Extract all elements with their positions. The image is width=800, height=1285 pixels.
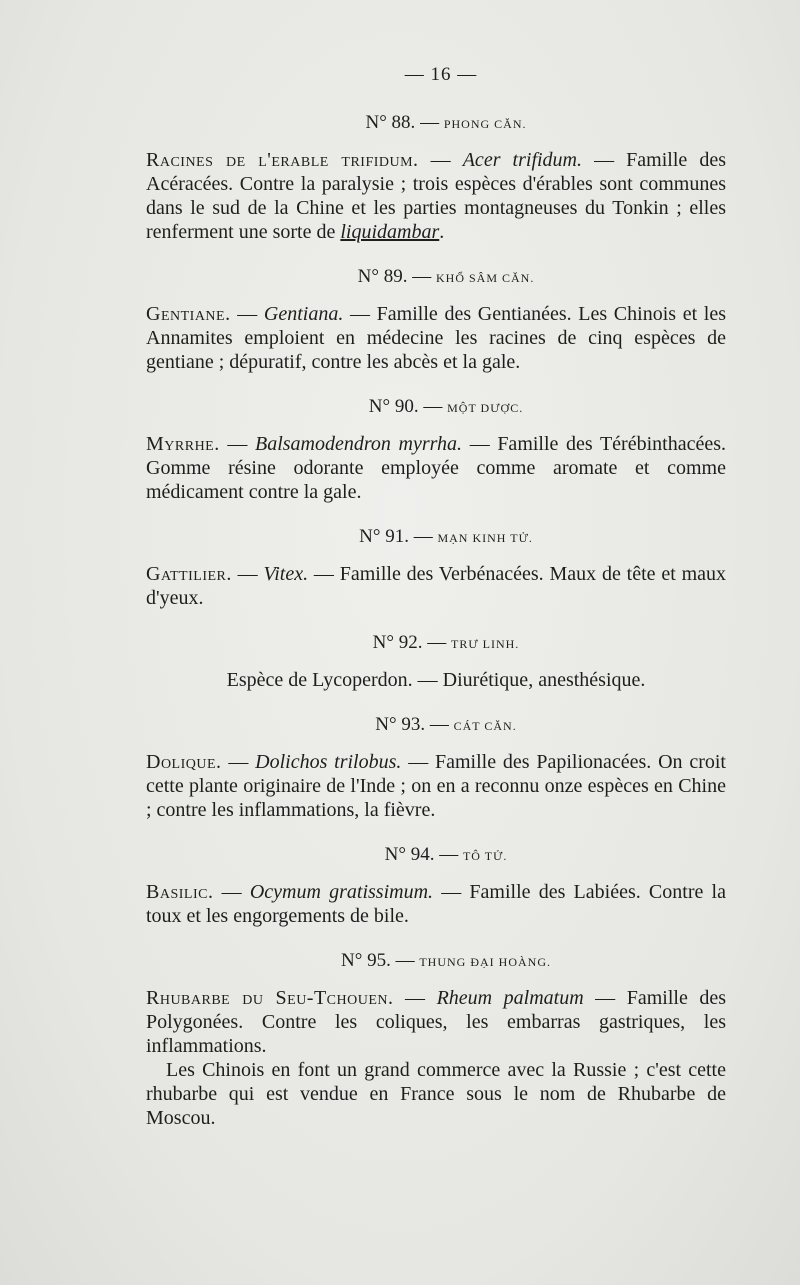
separator: —	[393, 987, 437, 1009]
separator: —	[219, 433, 255, 455]
latin-name: Dolichos trilobus.	[255, 751, 402, 773]
latin-name: Rheum palmatum	[436, 987, 584, 1009]
entry-number: N° 93.	[375, 714, 426, 735]
entry-body-89	[146, 302, 726, 374]
entry-body-95	[146, 986, 726, 1130]
entry-term: Myrrhe.	[146, 433, 220, 455]
entry-body-92	[146, 668, 726, 692]
latin-name: Vitex.	[263, 563, 309, 585]
page-number: — 16 —	[404, 64, 478, 85]
entry-vietnamese-name: TRƯ LINH.	[451, 637, 520, 651]
entry-term: Racines de l'erable trifidum.	[146, 149, 419, 171]
entry-heading-95	[146, 950, 726, 972]
heading-dash: —	[412, 266, 432, 287]
entry-vietnamese-name: TÔ TỬ.	[462, 849, 508, 863]
entry-vietnamese-name: MẠN KINH TỬ.	[437, 531, 533, 545]
entry-number: N° 95.	[341, 950, 391, 971]
entry-text: — Famille des Verbénacées. Maux de tête et maux d'yeux.	[146, 563, 727, 609]
entry-term: Rhubarbe du Seu-Tchouen.	[146, 987, 394, 1009]
entry-heading-91	[146, 526, 726, 548]
entry-number: N° 88.	[365, 112, 416, 133]
entry-body-88	[146, 148, 726, 244]
entry-heading-93	[146, 714, 726, 736]
latin-name: Gentiana.	[263, 303, 344, 325]
entry-text: Espèce de Lycoperdon. — Diurétique, anesthésique.	[226, 669, 646, 691]
entry-text: — Famille des Polygonées. Contre les coliques, les embarras gastriques, les inflammations.	[146, 987, 727, 1057]
heading-dash: —	[439, 844, 459, 865]
latin-name: Acer trifidum.	[462, 149, 583, 171]
separator: —	[221, 751, 256, 773]
entry-vietnamese-name: MỘT DƯỢC.	[447, 401, 524, 415]
heading-dash: —	[413, 526, 433, 547]
heading-dash: —	[395, 950, 415, 971]
heading-dash: —	[423, 396, 443, 417]
heading-dash: —	[420, 112, 440, 133]
latin-name: liquidambar	[340, 221, 440, 243]
entry-term: Gattilier.	[146, 563, 232, 585]
entry-heading-90	[146, 396, 726, 418]
entry-text: .	[439, 221, 445, 243]
entry-number: N° 92.	[372, 632, 423, 653]
entry-heading-88	[146, 112, 726, 134]
entry-body-94	[146, 880, 726, 928]
separator: —	[230, 303, 264, 325]
entry-term: Basilic.	[146, 881, 214, 903]
entry-body-90	[146, 432, 726, 504]
entry-number: N° 94.	[384, 844, 435, 865]
latin-name: Ocymum gratissimum.	[249, 881, 434, 903]
entry-heading-89	[146, 266, 726, 288]
separator: —	[418, 149, 463, 171]
entry-vietnamese-name: PHONG CĂN.	[443, 117, 527, 131]
entry-heading-94	[146, 844, 726, 866]
page-content	[146, 64, 726, 1152]
entry-number: N° 89.	[357, 266, 408, 287]
separator: —	[213, 881, 250, 903]
entry-text: — Famille des Gentianées. Les Chinois et les Annamites emploient en médecine les racines de cinq espèces de gentiane ; dépuratif, contre les abcès et la gale.	[146, 303, 727, 373]
entry-text: — Famille des Acéracées. Contre la paralysie ; trois espèces d'érables sont communes dans le sud de la Chine et les parties montagneuses du Tonkin ; elles renferment une sorte de	[146, 149, 727, 243]
entry-vietnamese-name: CÁT CĂN.	[453, 719, 517, 733]
entry-term: Dolique.	[146, 751, 222, 773]
entry-body-91	[146, 562, 726, 610]
entry-number: N° 91.	[359, 526, 409, 547]
entry-paragraph: Les Chinois en font un grand commerce avec la Russie ; c'est cette rhubarbe qui est vendue en France sous le nom de Rhubarbe de Moscou.	[146, 1059, 726, 1129]
entry-text: — Famille des Térébinthacées. Gomme résine odorante employée comme aromate et comme médicament contre la gale.	[146, 433, 726, 503]
entry-text: — Famille des Papilionacées. On croit cette plante originaire de l'Inde ; on en a reconnu onze espèces en Chine ; contre les inflammations, la fièvre.	[146, 751, 726, 821]
heading-dash: —	[429, 714, 449, 735]
entry-text: — Famille des Labiées. Contre la toux et les engorgements de bile.	[146, 881, 726, 927]
latin-name: Balsamodendron myrrha.	[254, 433, 463, 455]
entry-vietnamese-name: KHỔ SÂM CĂN.	[435, 271, 535, 285]
entry-term: Gentiane.	[146, 303, 231, 325]
heading-dash: —	[427, 632, 447, 653]
entry-number: N° 90.	[368, 396, 419, 417]
separator: —	[231, 563, 264, 585]
entry-vietnamese-name: THUNG ĐẠI HOÀNG.	[419, 955, 551, 969]
entry-heading-92	[146, 632, 726, 654]
entry-body-93	[146, 750, 726, 822]
